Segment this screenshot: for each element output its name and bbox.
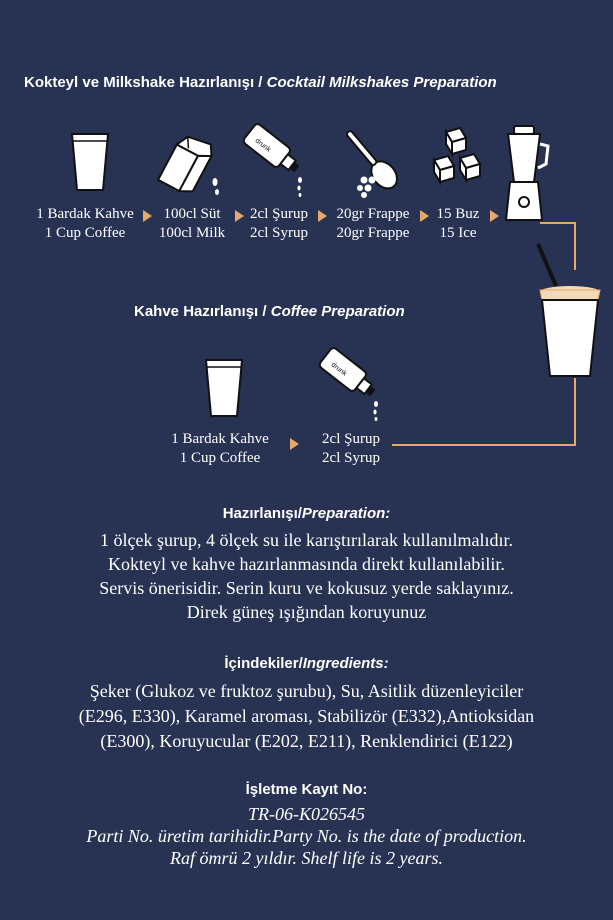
preparation-heading	[0, 505, 613, 522]
ingredients-line: (E296, E330), Karamel aroması, Stabilizör (E332),Antioksidan	[78, 706, 535, 726]
step-arrow	[143, 210, 152, 222]
cocktail-step-5-en: 15 Ice	[439, 225, 477, 241]
registration-heading: İşletme Kayıt No:	[245, 781, 368, 798]
connector-line	[392, 444, 576, 446]
cocktail-step-1	[35, 205, 135, 243]
ingredients-line: (E300), Koruyucular (E202, E211), Renklendirici (E122)	[100, 731, 513, 751]
coffee-step-1-tr: 1 Bardak Kahve	[171, 431, 269, 447]
registration-number: TR-06-K026545	[248, 804, 365, 824]
coffee-title	[134, 303, 405, 320]
preparation-line: Kokteyl ve kahve hazırlanmasında direkt kullanılabilir.	[108, 554, 505, 574]
ice-cubes-icon	[430, 126, 488, 188]
ingredients-heading	[0, 655, 613, 672]
coffee-step-2-en: 2cl Syrup	[322, 450, 380, 466]
syrup-bottle-icon	[312, 342, 388, 424]
cocktail-step-1-tr: 1 Bardak Kahve	[36, 206, 134, 222]
registration-text	[0, 803, 613, 869]
svg-text:drunk: drunk	[329, 361, 348, 378]
step-arrow	[420, 210, 429, 222]
preparation-heading-en: Preparation:	[301, 505, 391, 522]
coffee-step-2	[316, 430, 386, 468]
preparation-line: 1 ölçek şurup, 4 ölçek su ile karıştırılarak kullanılmalıdır.	[100, 530, 513, 550]
cocktail-step-3-en: 2cl Syrup	[250, 225, 308, 241]
preparation-text	[0, 528, 613, 624]
cocktail-step-5	[433, 205, 483, 243]
cocktail-step-4-en: 20gr Frappe	[336, 225, 410, 241]
cocktail-step-2-tr: 100cl Süt	[163, 206, 221, 222]
cocktail-step-4-tr: 20gr Frappe	[336, 206, 410, 222]
coffee-title-tr: Kahve Hazırlanışı /	[134, 303, 267, 320]
connector-line	[540, 222, 576, 224]
cocktail-title	[24, 74, 497, 91]
svg-text:drunk: drunk	[253, 137, 272, 154]
syrup-bottle-icon	[236, 118, 312, 196]
preparation-heading-tr: Hazırlanışı/	[222, 505, 302, 522]
iced-drink-icon	[530, 240, 610, 378]
cup-icon	[204, 358, 246, 420]
coffee-step-1	[165, 430, 275, 468]
cocktail-step-5-tr: 15 Buz	[436, 206, 480, 222]
cocktail-step-4	[333, 205, 413, 243]
step-arrow	[290, 438, 299, 450]
blender-icon	[500, 124, 552, 224]
registration-line: Raf ömrü 2 yıldır. Shelf life is 2 years.	[170, 848, 443, 868]
coffee-step-2-tr: 2cl Şurup	[322, 431, 380, 447]
coffee-title-en: Coffee Preparation	[270, 303, 405, 320]
registration-line: Parti No. üretim tarihidir.Party No. is the date of production.	[86, 826, 527, 846]
step-arrow	[235, 210, 244, 222]
cocktail-step-1-en: 1 Cup Coffee	[44, 225, 126, 241]
cocktail-step-3	[248, 205, 310, 243]
connector-line	[574, 378, 576, 446]
ingredients-heading-en: Ingredients:	[302, 655, 389, 672]
cup-icon	[70, 132, 112, 194]
cocktail-step-2-en: 100cl Milk	[158, 225, 226, 241]
coffee-step-1-en: 1 Cup Coffee	[179, 450, 261, 466]
preparation-line: Servis önerisidir. Serin kuru ve kokusuz yerde saklayınız.	[99, 578, 514, 598]
step-arrow	[318, 210, 327, 222]
ingredients-heading-tr: İçindekiler/	[224, 655, 303, 672]
spoon-icon	[340, 122, 402, 198]
cocktail-title-en: Cocktail Milkshakes Preparation	[266, 74, 497, 91]
preparation-line: Direk güneş ışığından koruyunuz	[186, 602, 427, 622]
cocktail-step-2	[157, 205, 227, 243]
ingredients-line: Şeker (Glukoz ve fruktoz şurubu), Su, Asitlik düzenleyiciler	[89, 681, 524, 701]
ingredients-text	[0, 679, 613, 754]
step-arrow	[490, 210, 499, 222]
cocktail-step-3-tr: 2cl Şurup	[250, 206, 308, 222]
milk-carton-icon	[155, 132, 221, 196]
cocktail-title-tr: Kokteyl ve Milkshake Hazırlanışı /	[24, 74, 263, 91]
